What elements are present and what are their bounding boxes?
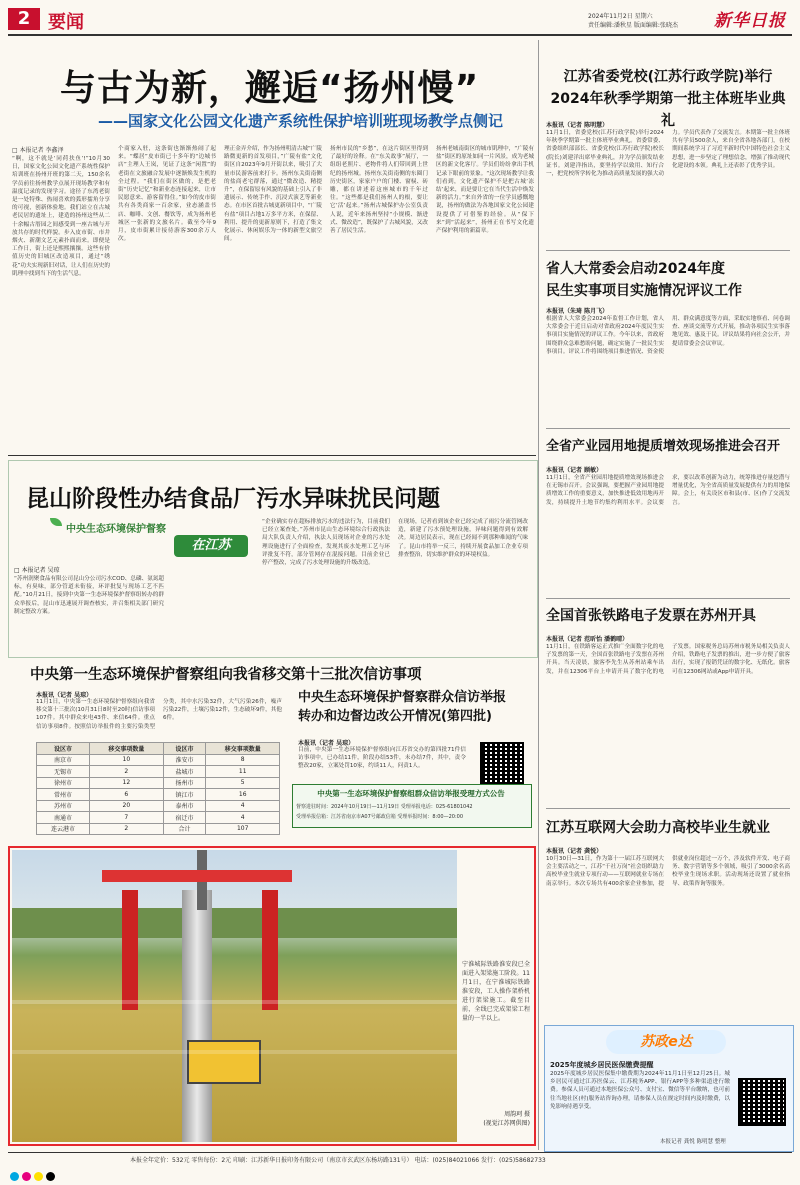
notice-title: 2025年度城乡居民医保缴费提醒 xyxy=(550,1061,654,1069)
table-cell: 10 xyxy=(90,754,164,766)
table-cell: 泰州市 xyxy=(163,800,206,812)
table-header-row xyxy=(37,743,280,755)
column-divider xyxy=(538,40,539,1150)
color-registration-marks xyxy=(10,1166,58,1185)
kunshan-text-1: “苏州润聚食品有限公司昆山分公司污水COD、总磷、氨氮超标，有臭味，部分管道未衔接，环评批复与现场工艺不匹配。”10月21日，接到中央第一生态环境保护督察组转办的群众举报后，昆山市迅速展开调查核实，并召集相关部门研究制定整改方案。 xyxy=(14,576,164,615)
lead-col-3: 理正金弄介绍，作为扬州明清古城“广陵路微更新的首发项目，”广陵有盐”文化街区自2023年9月开街以来，吸引了大量市民游客前来打卡。扬州东关街南侧的盐商老宅群落，通过“微改造、精提升”，在保留原有风貌的基础上引入了非遗展示、传统手作、沉浸式演艺等新业态。在市区首批古城更新项目中，“广陵有盐”项目占地1万多平方米，在保留、利用、提升的更新原则下，打造了集文化展示、休闲娱乐为一体的新型文旅空间。 xyxy=(224,146,322,243)
inspection-text: 11月1日，中央第一生态环境保护督察组向我省移交第十三批次(10月31日8时至20时)信访事项107件。其中群众来电43件、来信64件。重点信访事项8件。按照信访举报件的主要污染类型分类，其中水污染32件，大气污染26件，噪声污染22件，土壤污染12件，生态破坏9件，其他6件。 xyxy=(36,699,282,730)
kunshan-text-2: “企业确实存在超标排放污水的违法行为，目前我们已经立案查处。”苏州市昆山生态环境综合行政执法局大队负责人介绍，执法人员现场对企业的污水处理设施进行了全面检查，发现其废水处理工艺与环评批复不符，部分管网存在混接问题。目前企业已停产整改，完成了污水处理设施的升级改造。 xyxy=(262,519,390,567)
header-date: 2024年11月2日 星期六 xyxy=(588,13,653,20)
right-byline-5: 本报讯（记者 龚悦） xyxy=(546,848,603,855)
right-rule-4 xyxy=(546,808,790,809)
right-byline-2: 本报讯（朱琦 陈月飞） xyxy=(546,308,609,315)
section-name: 要闻 xyxy=(48,12,84,33)
right-byline-1: 本报讯（记者 陈明慧） xyxy=(546,122,609,129)
table-cell: 连云港市 xyxy=(37,823,90,835)
table-cell: 徐州市 xyxy=(37,777,90,789)
header-bar xyxy=(8,6,792,32)
lead-title: 与古为新，邂逅“扬州慢” xyxy=(60,68,480,109)
table-cell: 常州市 xyxy=(37,789,90,801)
table-cell: 盐城市 xyxy=(163,766,206,778)
lead-byline: □ 本报记者 李鑫泽 xyxy=(12,147,64,154)
lead-subtitle: ——国家文化公园文化遗产系统性保护培训班现场教学点侧记 xyxy=(98,112,504,130)
lead-bottom-rule xyxy=(8,455,536,456)
rectify-title: 中央生态环境保护督察群众信访举报 转办和边督边改公开情况(第四批) xyxy=(298,690,507,724)
table-cell: 宿迁市 xyxy=(163,812,206,824)
masthead-logo: 新华日报 xyxy=(714,11,786,31)
right-rule-2 xyxy=(546,428,790,429)
notice-qr-code[interactable] xyxy=(738,1078,786,1126)
table-cell: 7 xyxy=(90,812,164,824)
table-row xyxy=(37,754,280,766)
table-cell: 20 xyxy=(90,800,164,812)
table-header: 移交事项数量 xyxy=(206,743,280,755)
table-cell: 南通市 xyxy=(37,812,90,824)
color-dot xyxy=(22,1172,31,1181)
rectify-box-line2: 受理举报信箱：江苏省南京市A07号邮政信箱 受理举报时间：8:00—20:00 xyxy=(296,814,464,820)
header-rule xyxy=(8,34,792,36)
rectify-text: 目前，中央第一生态环境保护督察组向江苏省交办的第四批71件信访事项中，已办结11件，阶段办结53件，未办结7件，其中，责令整改20家，立案处罚10家，约谈11人，问责1人。 xyxy=(298,747,466,770)
kunshan-byline: □ 本报记者 吴琼 xyxy=(14,567,60,574)
lead-col-2: 个商家入驻，这条街也渐渐热闹了起来。“蝶居”皮市街已十多年的“边城书店”主理人王岚，见证了这条“闲置”的老街在文旅融合发展中逐渐焕发生机的全过程。“我们在街区做的，是把老街“历史记忆”和新业态连接起来，让市民愿意来、游客留得住。”如今的皮市街共有各类商家一百余家，业态涵盖书店、咖啡、文创、餐饮等，成为扬州老城区一张新的文旅名片。截至今年9月，皮市街累计接待游客300余万人次。 xyxy=(118,146,216,243)
photo-caption: 宁淮城际铁路淮安段已全面进入架梁施工阶段。11月1日，在宁淮城际铁路淮安段，工人操作架桥机进行架梁施工。截至目前，全线已完成架梁工程量的一半以上。 xyxy=(462,961,530,1022)
table-cell: 5 xyxy=(206,777,280,789)
right-text-3: 11月1日，全省产业园用地提质增效现场推进会在无锡市召开。会议强调，要把握产业园用地提质增效工作的重要意义，加快推进低效用地再开发，持续提升土地节约集约利用水平。会议要求，要以改革创新为动力，统筹推进存量挖潜与增量优化，为全省高质量发展提供有力的用地保障。会上，有关设区市和县(市、区)作了交流发言。 xyxy=(546,475,790,506)
right-byline-3: 本报讯（记者 顾敏） xyxy=(546,467,603,474)
table-cell: 4 xyxy=(206,812,280,824)
table-cell: 2 xyxy=(90,766,164,778)
page-number: 2 xyxy=(17,8,31,29)
right-title-4: 全国首张铁路电子发票在苏州开具 xyxy=(546,608,756,624)
lead-col-5: 扬州老城南街区的城市肌理中，“广陵有盐”街区的原址如同一片风景，成为老城区的新文化客厅。学员们纷纷拿出手机记录下眼前的景象。“这次现场教学让我们看到，文化遗产保护不是把古城‘冻结’起来，而是要让它在当代生活中焕发新的活力。”来自外省的一位学员感慨地说，扬州的做法为各地国家文化公园建设提供了可借鉴的经验。从“保下来”到“活起来”，扬州正在书写文化遗产保护利用的新篇章。 xyxy=(436,146,534,235)
lead-col-1: “啊，这不就是‘同荷扶鱼’!”10月30日，国家文化公园文化遗产系统性保护培训班在扬州开班的第二天，150余名学员前往扬州教学点展开现场教学和有温度记录的发现学习。途径了东湾老街是一处特殊、热闹喜欢的弧形擂角分享的可视，创新体验地。我们站立在古城老民居的遗址上，建造的扬州这些从二十余幅古厝园之间感受到一座古城与开放共存的时代样貌。步入皮市街、市井烟火、新潮文艺元素扑面而来。即便是工作日，街上还是熙熙攘攘。这些有价值历史的旧城区改造项目，通过“绣花”功夫实现新旧对话，让人们在历史的肌理中找到当下的生活气息。 xyxy=(12,156,110,277)
table-row xyxy=(37,766,280,778)
inspection-title: 中央第一生态环境保护督察组向我省移交第十三批次信访事项 xyxy=(30,667,422,683)
right-title-2: 省人大常委会启动2024年度 民生实事项目实施情况评议工作 xyxy=(546,261,742,299)
right-rule-1 xyxy=(546,250,790,251)
table-cell: 扬州市 xyxy=(163,777,206,789)
table-row xyxy=(37,800,280,812)
rectify-box-line1: 督察进驻时间：2024年10月19日—11月19日 受理举报电话：025-61801042 xyxy=(296,804,473,810)
table-header: 设区市 xyxy=(163,743,206,755)
table-row xyxy=(37,789,280,801)
inspection-table xyxy=(36,742,280,835)
table-cell: 12 xyxy=(90,777,164,789)
right-text-4: 11月1日，在铁路客运正式推广全面数字化的电子发票的第一天，全国首张铁路电子发票在苏州开具。当天凌晨，旅客李先生从苏州站乘车出发，并在12306平台上申请开具了数字化的电子发票。国家税务总局苏州市税务局相关负责人介绍，铁路电子发票的推出，进一步方便了旅客出行，实现了报销凭证的数字化、无纸化。旅客可在12306网站或App申请开具。 xyxy=(546,644,790,675)
table-cell: 苏州市 xyxy=(37,800,90,812)
notice-credit: 本报记者 龚悦 陈明慧 整理 xyxy=(660,1139,726,1145)
right-title-5: 江苏互联网大会助力高校毕业生就业 xyxy=(546,820,770,836)
kunshan-title: 昆山阶段性办结食品厂污水异味扰民问题 xyxy=(26,486,440,512)
footer-text: 本报全年定价：532元 零售每份：2元 印刷：江苏新华日报印务有限公司（南京市玄武区东杨坊路131号） 电话：(025)84021066 发行：(025)58682733 xyxy=(130,1157,546,1164)
rectify-byline: 本报讯（记者 吴琼） xyxy=(298,740,355,747)
footer-rule xyxy=(8,1152,792,1153)
color-dot xyxy=(10,1172,19,1181)
right-text-5: 10月30日—31日，作为第十一届江苏互联网大会主要活动之一，江苏“千社万岗”社会组织助力高校毕业生就业专项行动——互联网就业专场在南京举行。本次专场共有400余家企业参加，提供就业岗位超过一万个，涉及软件开发、电子商务、数字营销等多个领域，吸引了3000余名高校毕业生现场求职。活动现场还设置了就业指导、政策咨询等服务。 xyxy=(546,856,790,887)
table-cell: 107 xyxy=(206,823,280,835)
right-byline-4: 本报讯（记者 范昕怡 潘鹤晴） xyxy=(546,636,629,643)
right-title-1: 江苏省委党校(江苏行政学院)举行 2024年秋季学期第一批主体班毕业典礼 xyxy=(550,69,786,129)
right-text-2: 根据省人大常委会2024年监督工作计划，省人大常委会于近日启动对省政府2024年度民生实事项目实施情况的评议工作。今年以来，省政府围绕群众急难愁盼问题，确定实施了一批民生实事项目。评议工作将围绕项目推进情况、资金使用、群众满意度等方面，采取实地察看、问卷调查、座谈交流等方式开展，推动各项民生实事落地见效、惠及于民。评议结果将向社会公开，并提请常委会会议审议。 xyxy=(546,316,790,355)
lead-col-4: 扬州市民的“乡愁”，在这片街区里得到了最好的诠释。在“东关故事”展厅，一组组老照片、老物件将人们带回到上世纪的扬州城。扬州东关街南侧的东圈门历史街区，家家户户的门楼、窗棂、砖雕，都在讲述着这座城市的千年过往。“这些都是我们扬州人的根，要让它‘活’起来。”扬州古城保护办公室负责人说，近年来扬州坚持“小规模、渐进式、微改造”，既保护了古城风貌，又改善了居民生活。 xyxy=(330,146,428,235)
table-cell: 合计 xyxy=(163,823,206,835)
table-cell: 淮安市 xyxy=(163,754,206,766)
railway-bridge-photo xyxy=(12,850,457,1142)
header-editors: 责任编辑:潘秋星 版面编辑:张晓杰 xyxy=(588,22,678,29)
kunshan-banner-line1: 中央生态环境保护督察 xyxy=(66,524,166,535)
rectify-box-title: 中央第一生态环境保护督察组群众信访举报受理方式公告 xyxy=(317,789,505,798)
table-row xyxy=(37,777,280,789)
kunshan-banner-line2: 在江苏 xyxy=(191,538,231,553)
table-cell: 南京市 xyxy=(37,754,90,766)
table-cell: 6 xyxy=(90,789,164,801)
table-row xyxy=(37,823,280,835)
table-row xyxy=(37,812,280,824)
table-cell: 16 xyxy=(206,789,280,801)
table-cell: 4 xyxy=(206,800,280,812)
table-cell: 11 xyxy=(206,766,280,778)
table-cell: 2 xyxy=(90,823,164,835)
inspection-byline: 本报讯（记者 吴琼） xyxy=(36,692,93,699)
rectify-qr-code[interactable] xyxy=(480,742,524,786)
table-cell: 8 xyxy=(206,754,280,766)
right-rule-3 xyxy=(546,598,790,599)
color-dot xyxy=(46,1172,55,1181)
notice-text: 2025年度城乡居民医保集中缴费期为2024年11月1日至12月25日。城乡居民可通过江苏医保云、江苏税务APP、银行APP等多种渠道进行缴费。参保人员可通过本地医保公众号、支付宝、微信等平台缴纳，也可前往当地社区(村)服务站咨询办理，请参保人员在规定时间内及时缴费，以免影响待遇享受。 xyxy=(550,1071,730,1110)
color-dot xyxy=(34,1172,43,1181)
table-header: 移交事项数量 xyxy=(90,743,164,755)
notice-banner: 苏政e达 xyxy=(606,1030,726,1054)
kunshan-text-3: 在现场，记者看到该企业已经完成了雨污分流管网改造，新建了污水预处理设施，异味问题得到有效解决。周边居民表示，现在已经闻不到那种难闻的气味了。昆山市将举一反三，持续开展食品加工企业专项排查整治，切实维护群众的环境权益。 xyxy=(398,519,528,558)
table-cell: 无锡市 xyxy=(37,766,90,778)
right-text-1: 11月1日，省委党校(江苏行政学院)举行2024年秋季学期第一批主体班毕业典礼。省委常委、省委组织部部长、省委党校(江苏行政学院)校长(院长)刘建洋出席毕业典礼，并为学员颁发结业证书。刘建洋指出，要坚持学以致用、知行合一，把党校所学转化为推动高质量发展的强大动力。学员代表作了交流发言。本期第一批主体班共有学员500余人，来自全省各地各部门，在校期间系统学习了习近平新时代中国特色社会主义思想，进一步坚定了理想信念，增强了推动现代化建设的本领。典礼上还表彰了优秀学员。 xyxy=(546,130,790,178)
table-cell: 镇江市 xyxy=(163,789,206,801)
photo-credit: 周韵珂 摄 (视觉江苏网供图) xyxy=(483,1111,530,1127)
table-header: 设区市 xyxy=(37,743,90,755)
right-title-3: 全省产业园用地提质增效现场推进会召开 xyxy=(546,439,781,454)
